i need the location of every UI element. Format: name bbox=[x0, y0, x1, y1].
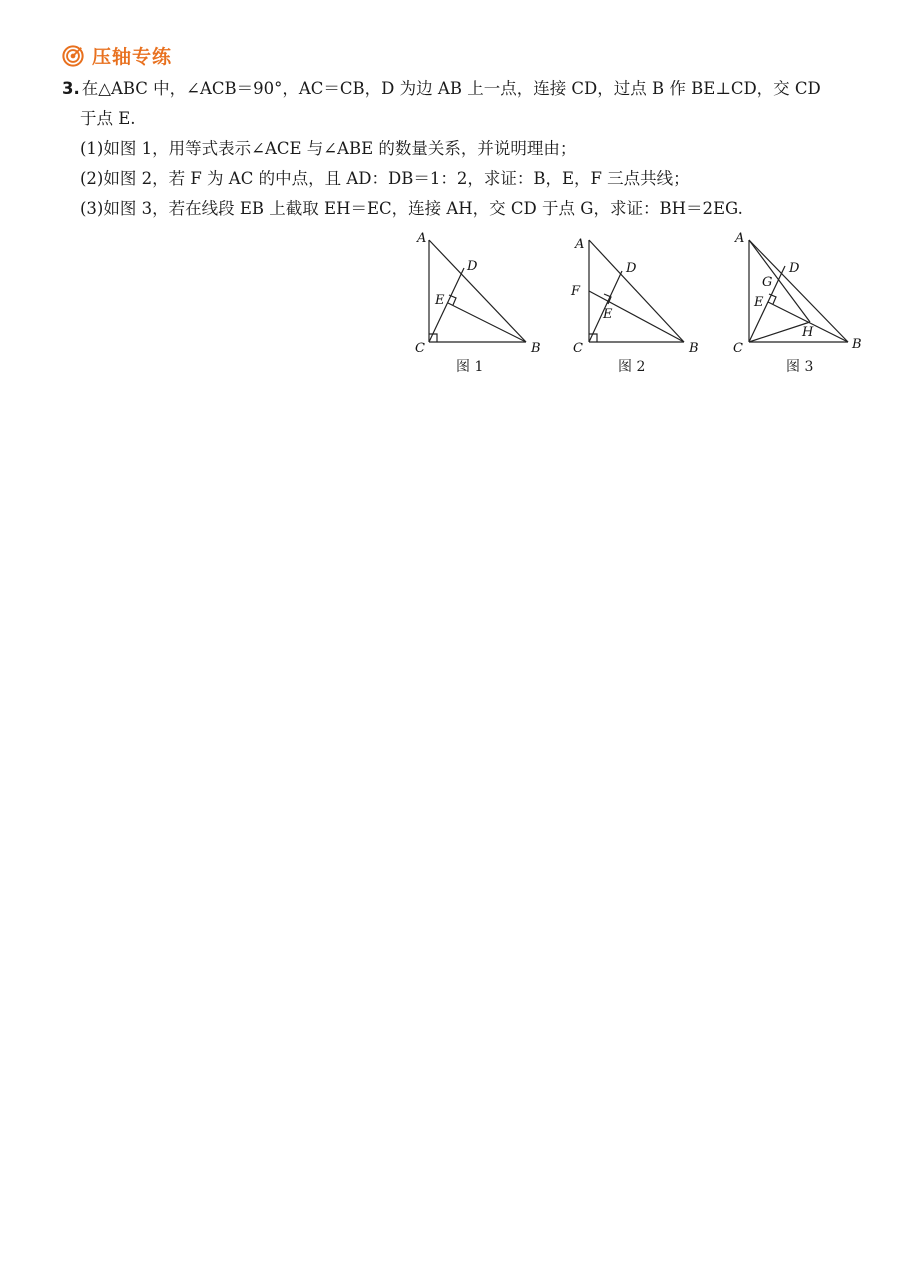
fig3-point-b: B bbox=[852, 337, 862, 352]
fig1-point-c: C bbox=[415, 341, 425, 356]
fig1-point-b: B bbox=[531, 341, 541, 356]
part-3: (3)如图 3，若在线段 EB 上截取 EH＝EC，连接 AH，交 CD 于点 G，求证：BH＝2EG. bbox=[80, 199, 743, 218]
figure-1 bbox=[429, 240, 526, 342]
fig3-point-g: G bbox=[762, 275, 773, 290]
figure-3 bbox=[749, 240, 848, 342]
fig3-point-d: D bbox=[789, 261, 800, 276]
fig3-point-e: E bbox=[754, 295, 764, 310]
problem-3 bbox=[62, 74, 862, 224]
fig1-point-a: A bbox=[417, 231, 427, 246]
fig2-point-c: C bbox=[573, 341, 583, 356]
part-1: (1)如图 1，用等式表示∠ACE 与∠ABE 的数量关系，并说明理由； bbox=[80, 139, 577, 158]
problem-stem-line1 bbox=[62, 74, 862, 104]
part-2: (2)如图 2，若 F 为 AC 的中点，且 AD：DB＝1：2，求证：B，E，F 三点共线； bbox=[80, 169, 690, 188]
fig2-point-d: D bbox=[626, 261, 637, 276]
fig3-point-h: H bbox=[802, 325, 814, 340]
section-title: 压轴专练 bbox=[92, 46, 173, 68]
figure-1-caption: 图 1 bbox=[456, 359, 484, 375]
figure-group bbox=[400, 228, 880, 378]
fig1-point-d: D bbox=[467, 259, 478, 274]
target-icon bbox=[62, 45, 84, 67]
fig3-point-a: A bbox=[735, 231, 745, 246]
problem-stem-line2: 于点 E. bbox=[80, 109, 136, 128]
fig2-point-b: B bbox=[689, 341, 699, 356]
fig1-point-e: E bbox=[435, 293, 445, 308]
figure-3-caption: 图 3 bbox=[786, 359, 814, 375]
fig2-point-f: F bbox=[571, 284, 581, 299]
figure-2 bbox=[589, 240, 684, 342]
stem-text: 在△ABC 中，∠ACB＝90°，AC＝CB，D 为边 AB 上一点，连接 CD，过点 B 作 BE⊥CD，交 CD bbox=[81, 79, 821, 98]
section-header bbox=[62, 42, 172, 69]
fig2-point-e: E bbox=[603, 307, 613, 322]
problem-number: 3. bbox=[62, 79, 80, 98]
fig3-point-c: C bbox=[733, 341, 743, 356]
figure-2-caption: 图 2 bbox=[618, 359, 646, 375]
fig2-point-a: A bbox=[575, 237, 585, 252]
